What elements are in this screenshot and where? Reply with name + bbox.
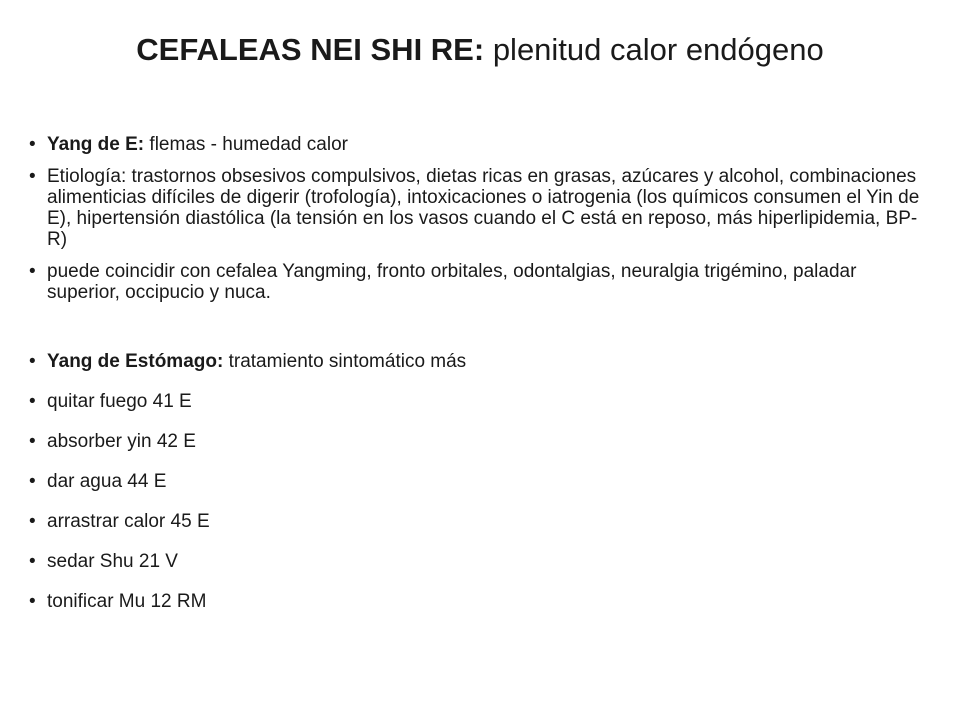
bullet-text: sedar Shu 21 V — [47, 551, 178, 572]
title-bold: CEFALEAS NEI SHI RE: — [136, 32, 485, 67]
bullet-text: dar agua 44 E — [47, 471, 167, 492]
bullet-item — [28, 511, 928, 532]
bullet-text: absorber yin 42 E — [47, 431, 196, 452]
slide-title — [0, 28, 960, 72]
bullet-item — [28, 391, 928, 412]
bullet-text: quitar fuego 41 E — [47, 391, 192, 412]
bullet-item — [28, 134, 928, 155]
bullet-item — [28, 431, 928, 452]
bullet-label: Yang de Estómago: — [47, 351, 224, 372]
bullet-text: flemas - humedad calor — [149, 134, 348, 155]
bullet-list — [28, 134, 928, 612]
bullet-item — [28, 261, 928, 303]
bullet-label: Yang de E: — [47, 134, 145, 155]
bullet-text: tratamiento sintomático más — [228, 351, 467, 372]
bullet-item — [28, 591, 928, 612]
bullet-item — [28, 471, 928, 492]
bullet-text: arrastrar calor 45 E — [47, 511, 210, 532]
bullet-item — [28, 166, 928, 250]
bullet-item — [28, 351, 928, 372]
bullet-text: puede coincidir con cefalea Yangming, fronto orbitales, odontalgias, neuralgia trigémino, paladar superior, occipucio y nuca. — [47, 261, 857, 303]
bullet-text: tonificar Mu 12 RM — [47, 591, 207, 612]
title-rest: plenitud calor endógeno — [492, 32, 824, 67]
bullet-text: Etiología: trastornos obsesivos compulsivos, dietas ricas en grasas, azúcares y alcohol, combinaciones alimenticias difíciles de digerir (trofología), intoxicaciones o iatrogenia (los químicos consumen el Yin de E), hipertensión diastólica (la tensión en los vasos cuando el C está en reposo, más hiperlipidemia, BP-R) — [47, 166, 920, 250]
bullet-item — [28, 551, 928, 572]
